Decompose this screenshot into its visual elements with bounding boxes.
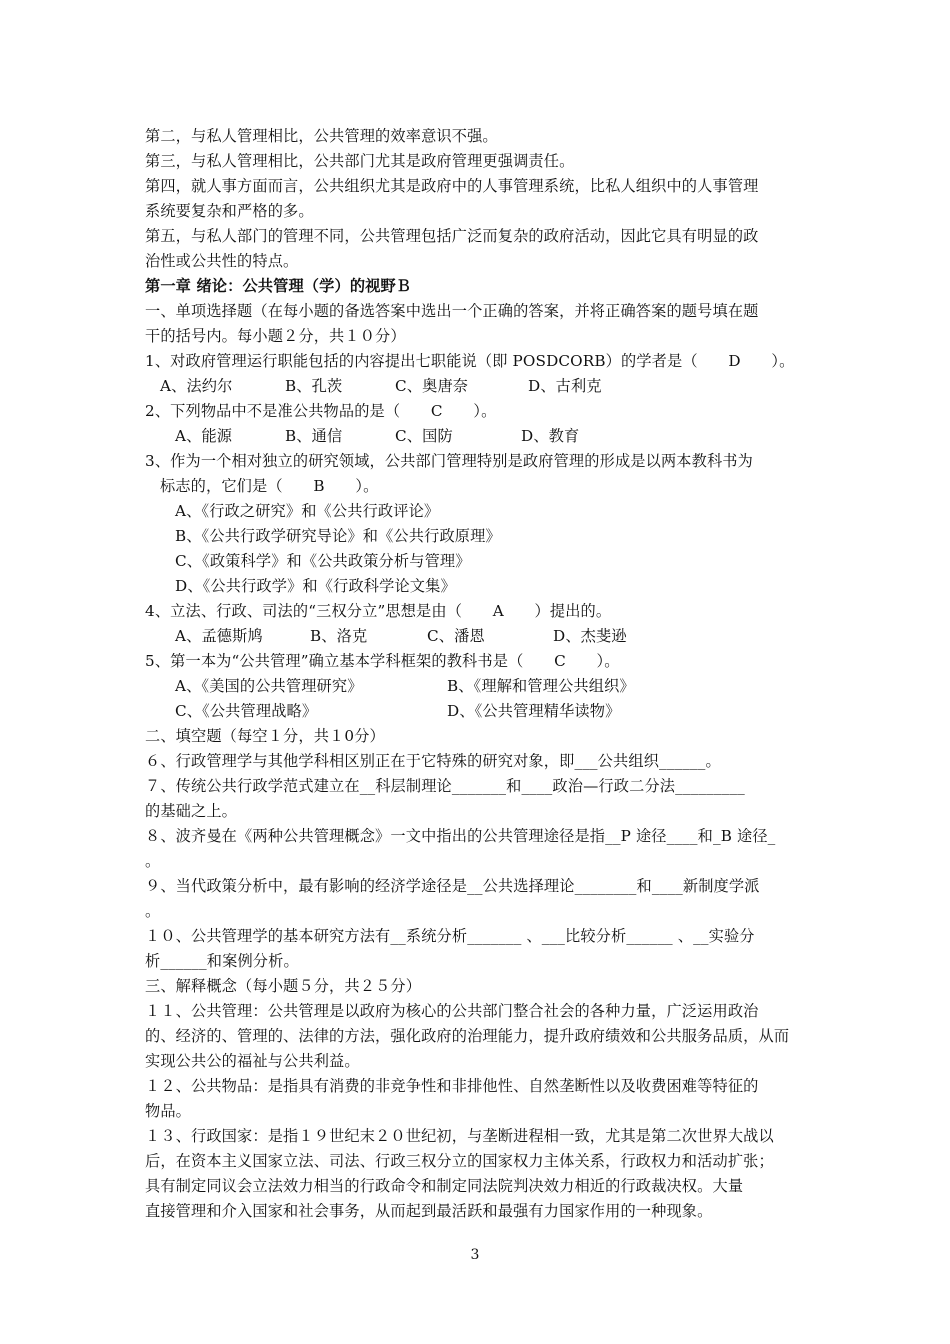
section-heading: 一、单项选择题（在每小题的备选答案中选出一个正确的答案，并将正确答案的题号填在题 (145, 302, 759, 320)
option: B、孔茨 (285, 377, 343, 395)
text-line: 后，在资本主义国家立法、司法、行政三权分立的国家权力主体关系，行政权力和活动扩张； (145, 1152, 774, 1170)
text-line: 具有制定同议会立法效力相当的行政命令和制定同法院判决效力相近的行政裁决权。大量 (145, 1177, 744, 1195)
option: C、奥唐奈 (395, 377, 469, 395)
option: A、孟德斯鸠 (175, 627, 263, 645)
text-line: 第三，与私人管理相比，公共部门尤其是政府管理更强调责任。 (145, 152, 575, 170)
text-line: 治性或公共性的特点。 (145, 252, 299, 270)
question-4: 4、立法、行政、司法的“三权分立”思想是由（ A ）提出的。 (145, 602, 612, 620)
option: D、《公共管理精华读物》 (447, 702, 621, 720)
option: C、《政策科学》和《公共政策分析与管理》 (175, 552, 471, 570)
page-number: 3 (470, 1247, 480, 1263)
option: A、《行政之研究》和《公共行政评论》 (175, 502, 440, 520)
text-line: 析______和案例分析。 (145, 952, 299, 970)
option: D、《公共行政学》和《行政科学论文集》 (175, 577, 456, 595)
option: B、洛克 (310, 627, 368, 645)
question-8: ８、波齐曼在《两种公共管理概念》一文中指出的公共管理途径是指__P 途径____和_B 途径_ (145, 827, 776, 845)
question-2: 2、下列物品中不是准公共物品的是（ C ）。 (145, 402, 497, 420)
text-line: 第二，与私人管理相比，公共管理的效率意识不强。 (145, 127, 498, 145)
option: C、国防 (395, 427, 453, 445)
chapter-heading: 第一章 绪论：公共管理（学）的视野Ｂ (145, 277, 412, 295)
option: B、通信 (285, 427, 343, 445)
option: B、《公共行政学研究导论》和《公共行政原理》 (175, 527, 501, 545)
text-line: 实现公共公的福祉与公共利益。 (145, 1052, 360, 1070)
option: A、《美国的公共管理研究》 (175, 677, 363, 695)
text-line: 的基础之上。 (145, 802, 238, 820)
section-heading: 三、解释概念（每小题５分，共２５分） (145, 977, 422, 995)
question-11: １１、公共管理：公共管理是以政府为核心的公共部门整合社会的各种力量，广泛运用政治 (145, 1002, 759, 1020)
options-q4 (175, 624, 627, 648)
text-line: 第四，就人事方面而言，公共组织尤其是政府中的人事管理系统，比私人组织中的人事管理 (145, 177, 759, 195)
question-7: ７、传统公共行政学范式建立在__科层制理论_______和____政治—行政二分法_________ (145, 777, 745, 795)
text-line: 标志的，它们是（ B ）。 (160, 477, 379, 495)
text-line: 干的括号内。每小题２分，共１０分） (145, 327, 406, 345)
question-3: 3、作为一个相对独立的研究领域，公共部门管理特别是政府管理的形成是以两本教科书为 (145, 452, 753, 470)
question-10: １０、公共管理学的基本研究方法有__系统分析_______ 、___比较分析______ 、__实验分 (145, 927, 755, 945)
options-q2 (175, 424, 579, 448)
text-line: 系统要复杂和严格的多。 (145, 202, 314, 220)
options-q1 (160, 374, 602, 398)
text-line: 物品。 (145, 1102, 192, 1120)
options-q5-row1 (175, 674, 635, 698)
options-q5-row2 (175, 699, 620, 723)
option: C、潘恩 (427, 627, 485, 645)
section-heading: 二、填空题（每空１分，共１0分） (145, 727, 385, 745)
option: D、杰斐逊 (553, 627, 627, 645)
option: D、古利克 (528, 377, 602, 395)
text-line: 的、经济的、管理的、法律的方法，强化政府的治理能力，提升政府绩效和公共服务品质，从而 (145, 1027, 790, 1045)
text-line: 第五，与私人部门的管理不同，公共管理包括广泛而复杂的政府活动，因此它具有明显的政 (145, 227, 759, 245)
question-12: １２、公共物品：是指具有消费的非竞争性和非排他性、自然垄断性以及收费困难等特征的 (145, 1077, 759, 1095)
option: A、法约尔 (160, 377, 233, 395)
question-1: 1、对政府管理运行职能包括的内容提出七职能说（即 POSDCORB）的学者是（ D ）。 (145, 352, 795, 370)
option: C、《公共管理战略》 (175, 702, 318, 720)
question-5: 5、第一本为“公共管理”确立基本学科框架的教科书是（ C ）。 (145, 652, 620, 670)
text-line: 直接管理和介入国家和社会事务，从而起到最活跃和最强有力国家作用的一种现象。 (145, 1202, 713, 1220)
question-9: ９、当代政策分析中，最有影响的经济学途径是__公共选择理论________和____新制度学派 (145, 877, 760, 895)
text-line: 。 (145, 852, 161, 870)
option: B、《理解和管理公共组织》 (447, 677, 635, 695)
option: D、教育 (521, 427, 580, 445)
question-13: １３、行政国家：是指１９世纪末２０世纪初，与垄断进程相一致，尤其是第二次世界大战以 (145, 1127, 774, 1145)
question-6: ６、行政管理学与其他学科相区别正在于它特殊的研究对象，即___公共组织______。 (145, 752, 721, 770)
text-line: 。 (145, 902, 161, 920)
option: A、能源 (175, 427, 233, 445)
